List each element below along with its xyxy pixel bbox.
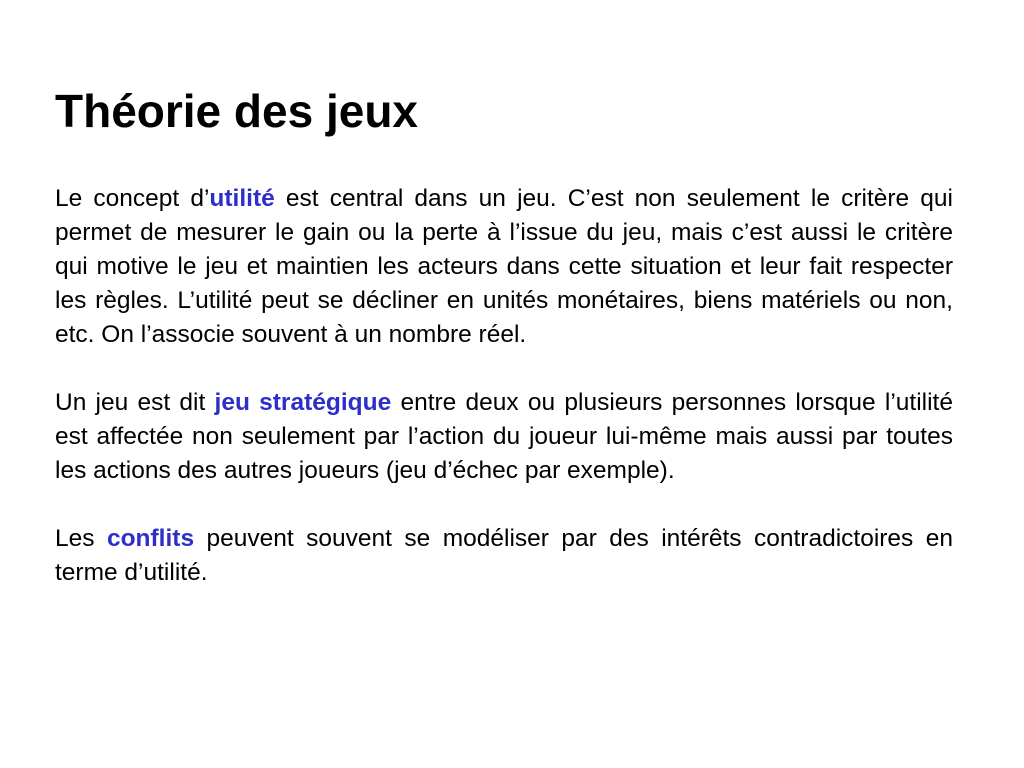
keyword-conflits: conflits xyxy=(106,525,195,552)
paragraph-text: Un jeu est dit xyxy=(55,389,215,416)
paragraph-text: est central dans un jeu. C’est non seulement le critère qui permet de mesurer le gain ou la perte à l’issue du jeu, mais c’est aussi le critère qui motive le jeu et maintien les acteurs dans cette situation et leur fait respecter les règles. L’utilité peut se décliner en unités monétaires, biens matériels ou non, etc. On l’associe souvent à un nombre réel. xyxy=(55,185,953,348)
paragraph-text: Le concept d’ xyxy=(55,185,210,212)
slide-title: Théorie des jeux xyxy=(55,85,419,137)
paragraph-text: Les xyxy=(55,525,107,552)
slide xyxy=(55,0,953,768)
slide-body xyxy=(55,182,953,590)
paragraph-jeu-strategique xyxy=(55,386,953,488)
paragraph-conflits xyxy=(55,522,953,590)
keyword-jeu-strategique: jeu stratégique xyxy=(214,389,392,416)
paragraph-text: entre deux ou plusieurs personnes lorsque l’utilité est affectée non seulement par l’action du joueur lui-même mais aussi par toutes les actions des autres joueurs (jeu d’échec par exemple). xyxy=(55,389,953,484)
keyword-utilite: utilité xyxy=(209,185,275,212)
paragraph-text: peuvent souvent se modéliser par des intérêts contradictoires en terme d’utilité. xyxy=(55,525,953,586)
paragraph-utilite xyxy=(55,182,953,352)
